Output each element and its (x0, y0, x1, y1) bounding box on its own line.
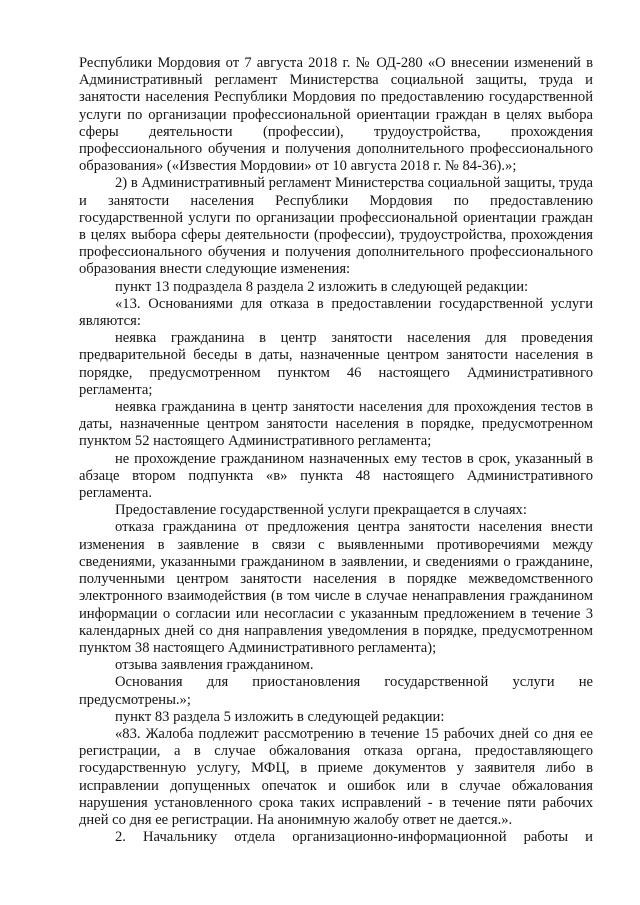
paragraph-item-2: 2) в Административный регламент Министерства социальной защиты, труда и занятости населения Республики Мордовия по предоставлению государственной услуги по организации профессиональной ориентации граждан в целях выбора сферы деятельности (профессии), трудоустройства, прохождения профессионального обучения и получения дополнительного профессионального образования внести следующие изменения: (79, 175, 593, 278)
paragraph-termination-intro: Предоставление государственной услуги прекращается в случаях: (115, 502, 527, 519)
paragraph-termination-reason-2: отзыва заявления гражданином. (115, 657, 314, 674)
paragraph-refusal-reason-2: неявка гражданина в центр занятости населения для прохождения тестов в даты, назначенные центром занятости населения в порядке, предусмотренном пунктом 52 настоящего Административного регламента; (79, 399, 593, 450)
paragraph-refusal-reason-1: неявка гражданина в центр занятости населения для проведения предварительной беседы в даты, назначенные центром занятости населения в порядке, предусмотренном пунктом 46 настоящего Административного регламента; (79, 330, 593, 398)
paragraph-item-2-head: 2. Начальнику отдела организационно-информационной работы и (115, 829, 593, 846)
paragraph-termination-reason-1: отказа гражданина от предложения центра занятости населения внести изменения в заявление в связи с выявленными противоречиями между сведениями, указанными гражданином в заявлении, и сведениями о гражданине, полученными центром занятости населения в порядке межведомственного электронного взаимодействия (в том числе в случае ненаправления гражданином информации о согласии или несогласии с указанным предложением в течение 3 календарных дней со дня направления уведомления в порядке, предусмотренном пунктом 38 настоящего Административного регламента); (79, 519, 593, 656)
paragraph-suspension: Основания для приостановления государственной услуги не предусмотрены.»; (79, 674, 593, 708)
paragraph-point-83: «83. Жалоба подлежит рассмотрению в течение 15 рабочих дней со дня ее регистрации, а в случае обжалования отказа органа, предоставляющего государственную услугу, МФЦ, в приеме документов у заявителя либо в исправлении допущенных опечаток и ошибок или в случае обжалования нарушения установленного срока таких исправлений - в течение пяти рабочих дней со дня ее регистрации. На анонимную жалобу ответ не дается.». (79, 725, 593, 828)
paragraph-point-13: «13. Основаниями для отказа в предоставлении государственной услуги являются: (79, 295, 593, 330)
paragraph-refusal-reason-3: не прохождение гражданином назначенных ему тестов в срок, указанный в абзаце втором подпункта «в» пункта 48 настоящего Административного регламента. (79, 450, 593, 502)
paragraph-amendment-reference: Республики Мордовия от 7 августа 2018 г. № ОД-280 «О внесении изменений в Административный регламент Министерства социальной защиты, труда и занятости населения Республики Мордовия по предоставлению государственной услуги по организации профессиональной ориентации граждан в целях выбора сферы деятельности (профессии), трудоустройства, прохождения профессионального обучения и получения дополнительного профессионального образования» («Известия Мордовии» от 10 августа 2018 г. № 84-36).»; (79, 55, 593, 175)
document-page (79, 55, 593, 846)
paragraph-point-83-intro: пункт 83 раздела 5 изложить в следующей редакции: (115, 708, 445, 725)
paragraph-point-13-intro: пункт 13 подраздела 8 раздела 2 изложить в следующей редакции: (115, 278, 529, 295)
